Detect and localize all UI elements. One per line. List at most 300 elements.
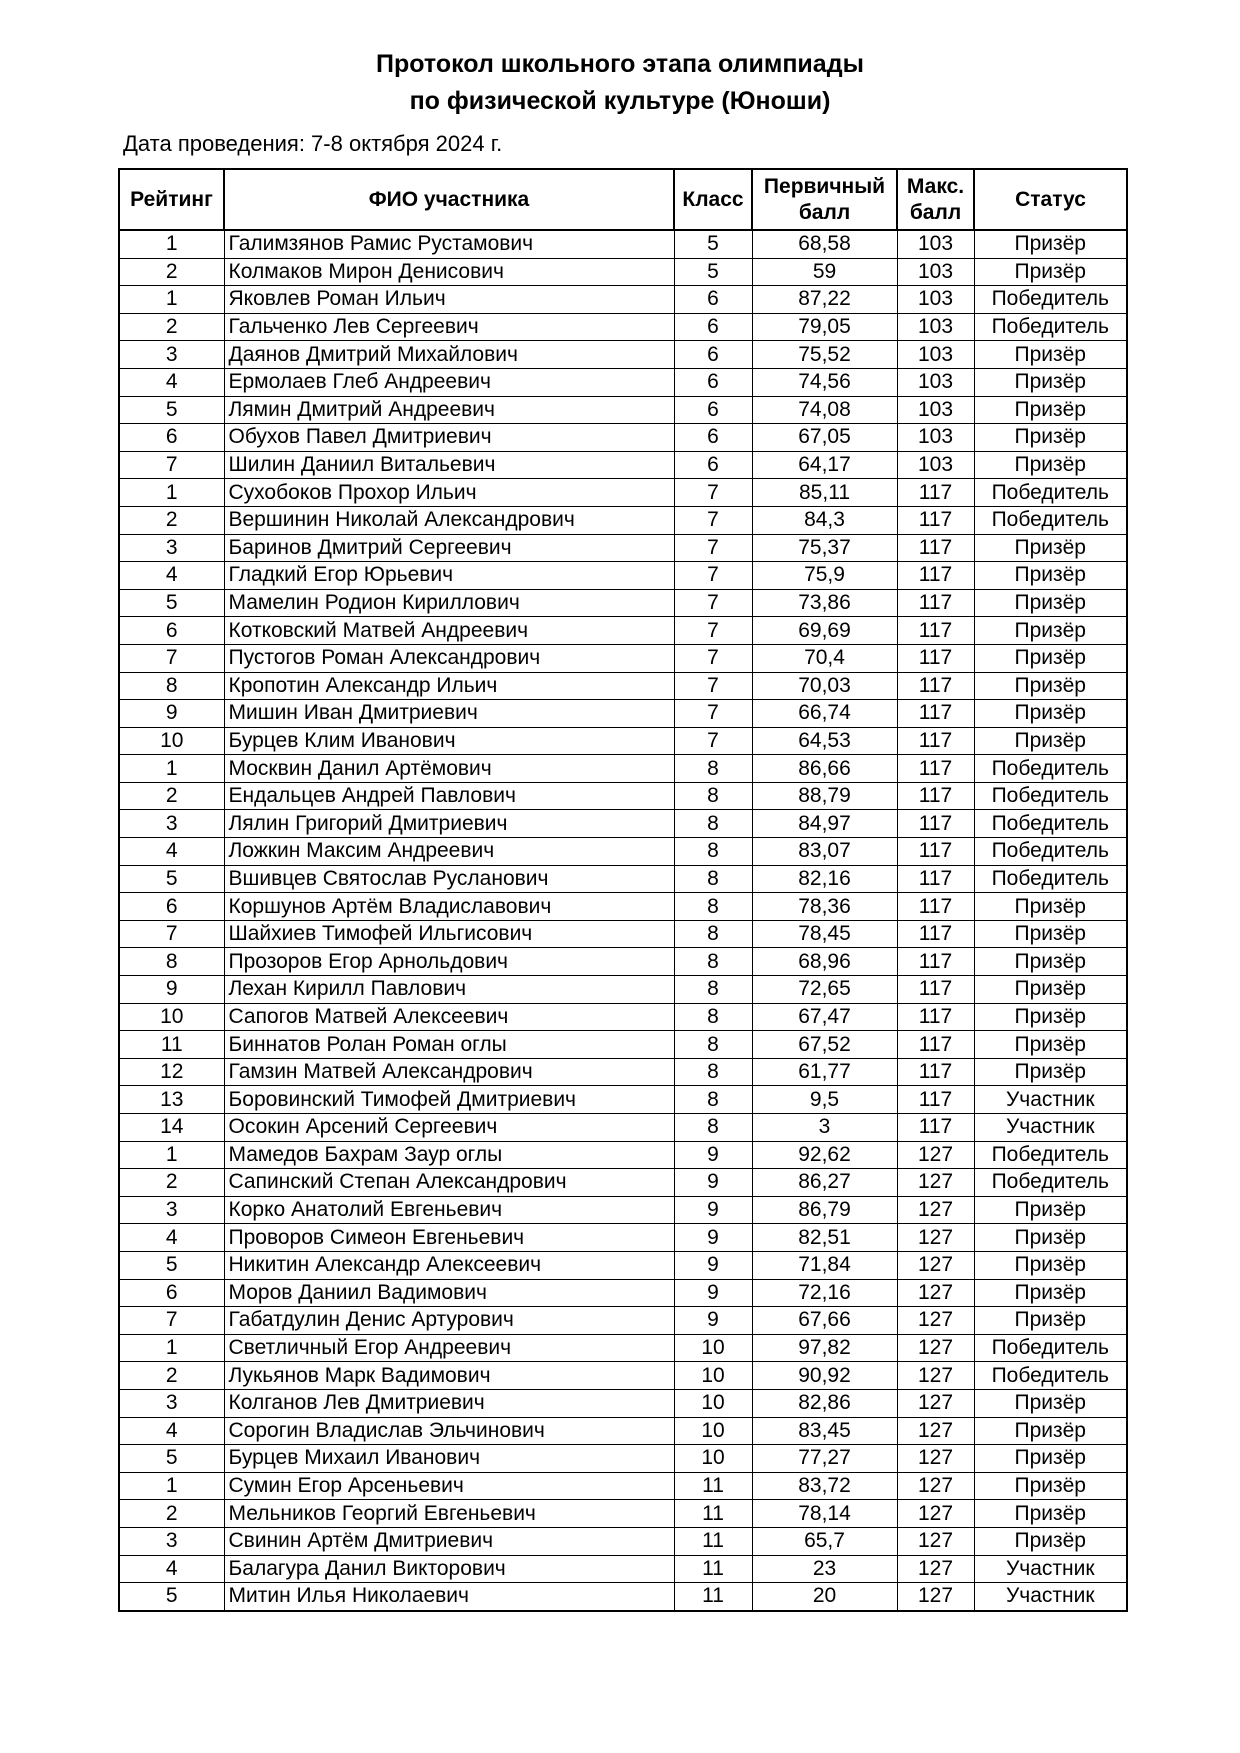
grade-cell: 9 [674, 1307, 752, 1335]
grade-cell: 5 [674, 258, 752, 286]
rating-cell: 1 [119, 479, 224, 507]
status-cell: Призёр [974, 562, 1127, 590]
table-row [119, 1417, 1127, 1445]
max-score-cell: 117 [897, 1114, 974, 1142]
rating-cell: 1 [119, 1334, 224, 1362]
grade-cell: 8 [674, 782, 752, 810]
table-row [119, 1445, 1127, 1473]
grade-cell: 7 [674, 672, 752, 700]
status-cell: Призёр [974, 1224, 1127, 1252]
status-cell: Призёр [974, 1307, 1127, 1335]
grade-cell: 10 [674, 1362, 752, 1390]
table-row [119, 341, 1127, 369]
grade-cell: 10 [674, 1334, 752, 1362]
rating-cell: 13 [119, 1086, 224, 1114]
name-cell: Ендальцев Андрей Павлович [224, 782, 674, 810]
rating-cell: 2 [119, 782, 224, 810]
primary-score-cell: 78,36 [752, 893, 897, 921]
grade-cell: 8 [674, 948, 752, 976]
grade-cell: 6 [674, 286, 752, 314]
max-score-cell: 117 [897, 838, 974, 866]
status-cell: Победитель [974, 313, 1127, 341]
table-row [119, 313, 1127, 341]
document-title [0, 46, 1240, 120]
grade-cell: 7 [674, 700, 752, 728]
primary-score-cell: 67,52 [752, 1031, 897, 1059]
table-row [119, 1169, 1127, 1197]
name-cell: Лукьянов Марк Вадимович [224, 1362, 674, 1390]
rating-cell: 1 [119, 286, 224, 314]
rating-cell: 6 [119, 424, 224, 452]
grade-cell: 6 [674, 451, 752, 479]
grade-cell: 8 [674, 893, 752, 921]
status-cell: Призёр [974, 1500, 1127, 1528]
primary-score-cell: 72,65 [752, 976, 897, 1004]
max-score-cell: 127 [897, 1251, 974, 1279]
name-cell: Кропотин Александр Ильич [224, 672, 674, 700]
rating-cell: 4 [119, 368, 224, 396]
name-cell: Пустогов Роман Александрович [224, 644, 674, 672]
grade-cell: 9 [674, 1169, 752, 1197]
primary-score-cell: 82,16 [752, 865, 897, 893]
grade-cell: 8 [674, 920, 752, 948]
event-date: Дата проведения: 7-8 октября 2024 г. [123, 131, 503, 156]
max-score-cell: 127 [897, 1417, 974, 1445]
name-cell: Даянов Дмитрий Михайлович [224, 341, 674, 369]
table-row [119, 1114, 1127, 1142]
status-cell: Призёр [974, 258, 1127, 286]
grade-cell: 5 [674, 230, 752, 258]
column-header-status: Статус [974, 169, 1127, 230]
status-cell: Победитель [974, 1334, 1127, 1362]
primary-score-cell: 73,86 [752, 589, 897, 617]
primary-score-cell: 86,27 [752, 1169, 897, 1197]
grade-cell: 9 [674, 1251, 752, 1279]
table-row [119, 1389, 1127, 1417]
max-score-cell: 127 [897, 1583, 974, 1611]
table-row [119, 865, 1127, 893]
status-cell: Призёр [974, 1527, 1127, 1555]
primary-score-cell: 86,66 [752, 755, 897, 783]
max-score-cell: 117 [897, 727, 974, 755]
max-score-cell: 103 [897, 258, 974, 286]
status-cell: Участник [974, 1583, 1127, 1611]
table-row [119, 1279, 1127, 1307]
rating-cell: 2 [119, 1500, 224, 1528]
rating-cell: 7 [119, 920, 224, 948]
grade-cell: 7 [674, 727, 752, 755]
primary-score-cell: 92,62 [752, 1141, 897, 1169]
primary-score-cell: 23 [752, 1555, 897, 1583]
name-cell: Москвин Данил Артёмович [224, 755, 674, 783]
column-header-grade: Класс [674, 169, 752, 230]
rating-cell: 10 [119, 1003, 224, 1031]
max-score-cell: 127 [897, 1555, 974, 1583]
name-cell: Ложкин Максим Андреевич [224, 838, 674, 866]
rating-cell: 12 [119, 1058, 224, 1086]
rating-cell: 4 [119, 1224, 224, 1252]
grade-cell: 11 [674, 1583, 752, 1611]
name-cell: Шилин Даниил Витальевич [224, 451, 674, 479]
table-row [119, 1472, 1127, 1500]
status-cell: Призёр [974, 1472, 1127, 1500]
rating-cell: 1 [119, 755, 224, 783]
max-score-cell: 103 [897, 396, 974, 424]
status-cell: Призёр [974, 976, 1127, 1004]
primary-score-cell: 65,7 [752, 1527, 897, 1555]
name-cell: Лямин Дмитрий Андреевич [224, 396, 674, 424]
table-row [119, 1031, 1127, 1059]
rating-cell: 3 [119, 810, 224, 838]
rating-cell: 6 [119, 1279, 224, 1307]
rating-cell: 3 [119, 1196, 224, 1224]
name-cell: Вшивцев Святослав Русланович [224, 865, 674, 893]
grade-cell: 9 [674, 1279, 752, 1307]
table-row [119, 1141, 1127, 1169]
status-cell: Призёр [974, 589, 1127, 617]
max-score-cell: 117 [897, 1058, 974, 1086]
table-row [119, 562, 1127, 590]
table-row [119, 396, 1127, 424]
primary-score-cell: 67,05 [752, 424, 897, 452]
table-row [119, 948, 1127, 976]
name-cell: Митин Илья Николаевич [224, 1583, 674, 1611]
name-cell: Габатдулин Денис Артурович [224, 1307, 674, 1335]
rating-cell: 1 [119, 1141, 224, 1169]
primary-score-cell: 88,79 [752, 782, 897, 810]
name-cell: Осокин Арсений Сергеевич [224, 1114, 674, 1142]
status-cell: Призёр [974, 893, 1127, 921]
name-cell: Сапинский Степан Александрович [224, 1169, 674, 1197]
max-score-cell: 117 [897, 506, 974, 534]
status-cell: Призёр [974, 451, 1127, 479]
max-score-cell: 127 [897, 1500, 974, 1528]
grade-cell: 6 [674, 424, 752, 452]
primary-score-cell: 64,17 [752, 451, 897, 479]
name-cell: Сапогов Матвей Алексеевич [224, 1003, 674, 1031]
status-cell: Призёр [974, 1389, 1127, 1417]
grade-cell: 9 [674, 1196, 752, 1224]
name-cell: Мельников Георгий Евгеньевич [224, 1500, 674, 1528]
status-cell: Призёр [974, 644, 1127, 672]
rating-cell: 2 [119, 258, 224, 286]
primary-score-cell: 74,08 [752, 396, 897, 424]
table-row [119, 672, 1127, 700]
max-score-cell: 127 [897, 1141, 974, 1169]
max-score-cell: 127 [897, 1527, 974, 1555]
column-header-rating: Рейтинг [119, 169, 224, 230]
status-cell: Призёр [974, 534, 1127, 562]
grade-cell: 6 [674, 313, 752, 341]
grade-cell: 9 [674, 1224, 752, 1252]
primary-score-cell: 83,07 [752, 838, 897, 866]
status-cell: Призёр [974, 1251, 1127, 1279]
name-cell: Прозоров Егор Арнольдович [224, 948, 674, 976]
max-score-cell: 117 [897, 1003, 974, 1031]
table-row [119, 617, 1127, 645]
max-score-cell: 103 [897, 341, 974, 369]
table-row [119, 1196, 1127, 1224]
name-cell: Шайхиев Тимофей Ильгисович [224, 920, 674, 948]
rating-cell: 8 [119, 948, 224, 976]
max-score-cell: 117 [897, 617, 974, 645]
status-cell: Призёр [974, 368, 1127, 396]
name-cell: Светличный Егор Андреевич [224, 1334, 674, 1362]
name-cell: Вершинин Николай Александрович [224, 506, 674, 534]
table-row [119, 534, 1127, 562]
max-score-cell: 127 [897, 1169, 974, 1197]
table-row [119, 976, 1127, 1004]
max-score-cell: 127 [897, 1334, 974, 1362]
table-row [119, 589, 1127, 617]
name-cell: Баринов Дмитрий Сергеевич [224, 534, 674, 562]
primary-score-cell: 79,05 [752, 313, 897, 341]
max-score-cell: 117 [897, 920, 974, 948]
max-score-cell: 103 [897, 368, 974, 396]
max-score-cell: 103 [897, 230, 974, 258]
name-cell: Гладкий Егор Юрьевич [224, 562, 674, 590]
grade-cell: 11 [674, 1555, 752, 1583]
grade-cell: 8 [674, 810, 752, 838]
status-cell: Призёр [974, 672, 1127, 700]
primary-score-cell: 69,69 [752, 617, 897, 645]
grade-cell: 8 [674, 1058, 752, 1086]
table-row [119, 451, 1127, 479]
primary-score-cell: 67,66 [752, 1307, 897, 1335]
primary-score-cell: 77,27 [752, 1445, 897, 1473]
status-cell: Победитель [974, 1169, 1127, 1197]
grade-cell: 7 [674, 589, 752, 617]
status-cell: Призёр [974, 1279, 1127, 1307]
name-cell: Гамзин Матвей Александрович [224, 1058, 674, 1086]
max-score-cell: 117 [897, 755, 974, 783]
primary-score-cell: 68,58 [752, 230, 897, 258]
primary-score-cell: 61,77 [752, 1058, 897, 1086]
rating-cell: 1 [119, 230, 224, 258]
rating-cell: 5 [119, 865, 224, 893]
primary-score-cell: 78,14 [752, 1500, 897, 1528]
primary-score-cell: 64,53 [752, 727, 897, 755]
table-row [119, 1086, 1127, 1114]
name-cell: Мамелин Родион Кириллович [224, 589, 674, 617]
rating-cell: 3 [119, 1527, 224, 1555]
name-cell: Боровинский Тимофей Дмитриевич [224, 1086, 674, 1114]
grade-cell: 6 [674, 396, 752, 424]
rating-cell: 9 [119, 700, 224, 728]
primary-score-cell: 68,96 [752, 948, 897, 976]
grade-cell: 10 [674, 1389, 752, 1417]
rating-cell: 6 [119, 617, 224, 645]
name-cell: Мишин Иван Дмитриевич [224, 700, 674, 728]
max-score-cell: 117 [897, 948, 974, 976]
status-cell: Призёр [974, 1003, 1127, 1031]
max-score-cell: 117 [897, 1031, 974, 1059]
name-cell: Сумин Егор Арсеньевич [224, 1472, 674, 1500]
grade-cell: 7 [674, 506, 752, 534]
primary-score-cell: 82,86 [752, 1389, 897, 1417]
table-row [119, 1003, 1127, 1031]
grade-cell: 8 [674, 976, 752, 1004]
status-cell: Призёр [974, 617, 1127, 645]
grade-cell: 6 [674, 368, 752, 396]
max-score-cell: 117 [897, 589, 974, 617]
table-row [119, 1251, 1127, 1279]
primary-score-cell: 71,84 [752, 1251, 897, 1279]
status-cell: Призёр [974, 1196, 1127, 1224]
rating-cell: 5 [119, 1251, 224, 1279]
primary-score-cell: 75,37 [752, 534, 897, 562]
grade-cell: 8 [674, 865, 752, 893]
table-row [119, 1307, 1127, 1335]
table-row [119, 506, 1127, 534]
status-cell: Участник [974, 1114, 1127, 1142]
name-cell: Обухов Павел Дмитриевич [224, 424, 674, 452]
title-line-1: Протокол школьного этапа олимпиады [376, 50, 864, 78]
table-row [119, 368, 1127, 396]
primary-score-cell: 70,4 [752, 644, 897, 672]
rating-cell: 2 [119, 1362, 224, 1390]
rating-cell: 4 [119, 1417, 224, 1445]
name-cell: Колганов Лев Дмитриевич [224, 1389, 674, 1417]
status-cell: Призёр [974, 920, 1127, 948]
results-table [118, 168, 1128, 1612]
table-row [119, 782, 1127, 810]
table-row [119, 1555, 1127, 1583]
grade-cell: 7 [674, 534, 752, 562]
name-cell: Яковлев Роман Ильич [224, 286, 674, 314]
status-cell: Призёр [974, 424, 1127, 452]
primary-score-cell: 3 [752, 1114, 897, 1142]
max-score-cell: 103 [897, 424, 974, 452]
max-score-cell: 103 [897, 313, 974, 341]
max-score-cell: 117 [897, 644, 974, 672]
primary-score-cell: 59 [752, 258, 897, 286]
primary-score-cell: 83,72 [752, 1472, 897, 1500]
status-cell: Призёр [974, 727, 1127, 755]
status-cell: Призёр [974, 396, 1127, 424]
rating-cell: 3 [119, 534, 224, 562]
table-row [119, 1527, 1127, 1555]
primary-score-cell: 83,45 [752, 1417, 897, 1445]
primary-score-cell: 97,82 [752, 1334, 897, 1362]
grade-cell: 6 [674, 341, 752, 369]
status-cell: Призёр [974, 230, 1127, 258]
max-score-cell: 117 [897, 865, 974, 893]
table-row [119, 286, 1127, 314]
status-cell: Победитель [974, 1141, 1127, 1169]
grade-cell: 8 [674, 755, 752, 783]
rating-cell: 9 [119, 976, 224, 1004]
max-score-cell: 127 [897, 1279, 974, 1307]
rating-cell: 4 [119, 1555, 224, 1583]
table-row [119, 1224, 1127, 1252]
max-score-cell: 127 [897, 1362, 974, 1390]
primary-score-cell: 75,9 [752, 562, 897, 590]
status-cell: Призёр [974, 1058, 1127, 1086]
name-cell: Бурцев Клим Иванович [224, 727, 674, 755]
grade-cell: 7 [674, 479, 752, 507]
rating-cell: 8 [119, 672, 224, 700]
primary-score-cell: 20 [752, 1583, 897, 1611]
grade-cell: 11 [674, 1472, 752, 1500]
primary-score-cell: 72,16 [752, 1279, 897, 1307]
rating-cell: 2 [119, 1169, 224, 1197]
status-cell: Победитель [974, 479, 1127, 507]
max-score-cell: 117 [897, 479, 974, 507]
primary-score-cell: 78,45 [752, 920, 897, 948]
grade-cell: 7 [674, 617, 752, 645]
primary-score-cell: 67,47 [752, 1003, 897, 1031]
table-row [119, 755, 1127, 783]
table-row [119, 1058, 1127, 1086]
primary-score-cell: 84,97 [752, 810, 897, 838]
table-row [119, 1362, 1127, 1390]
status-cell: Победитель [974, 810, 1127, 838]
rating-cell: 10 [119, 727, 224, 755]
status-cell: Призёр [974, 1445, 1127, 1473]
name-cell: Коршунов Артём Владиславович [224, 893, 674, 921]
primary-score-cell: 90,92 [752, 1362, 897, 1390]
table-row [119, 727, 1127, 755]
max-score-cell: 117 [897, 893, 974, 921]
primary-score-cell: 86,79 [752, 1196, 897, 1224]
primary-score-cell: 82,51 [752, 1224, 897, 1252]
grade-cell: 8 [674, 1086, 752, 1114]
grade-cell: 9 [674, 1141, 752, 1169]
primary-score-cell: 85,11 [752, 479, 897, 507]
name-cell: Лехан Кирилл Павлович [224, 976, 674, 1004]
status-cell: Победитель [974, 865, 1127, 893]
table-row [119, 230, 1127, 258]
primary-score-cell: 75,52 [752, 341, 897, 369]
grade-cell: 10 [674, 1445, 752, 1473]
rating-cell: 7 [119, 644, 224, 672]
max-score-cell: 103 [897, 451, 974, 479]
grade-cell: 8 [674, 838, 752, 866]
primary-score-cell: 84,3 [752, 506, 897, 534]
max-score-cell: 127 [897, 1307, 974, 1335]
table-row [119, 258, 1127, 286]
table-row [119, 893, 1127, 921]
column-header-max-score: Макс. балл [897, 169, 974, 230]
table-row [119, 838, 1127, 866]
name-cell: Ермолаев Глеб Андреевич [224, 368, 674, 396]
status-cell: Победитель [974, 506, 1127, 534]
name-cell: Гальченко Лев Сергеевич [224, 313, 674, 341]
primary-score-cell: 70,03 [752, 672, 897, 700]
name-cell: Корко Анатолий Евгеньевич [224, 1196, 674, 1224]
status-cell: Призёр [974, 700, 1127, 728]
primary-score-cell: 74,56 [752, 368, 897, 396]
grade-cell: 8 [674, 1003, 752, 1031]
max-score-cell: 117 [897, 782, 974, 810]
name-cell: Никитин Александр Алексеевич [224, 1251, 674, 1279]
rating-cell: 5 [119, 1445, 224, 1473]
name-cell: Проворов Симеон Евгеньевич [224, 1224, 674, 1252]
rating-cell: 3 [119, 341, 224, 369]
name-cell: Бурцев Михаил Иванович [224, 1445, 674, 1473]
rating-cell: 5 [119, 589, 224, 617]
status-cell: Призёр [974, 1417, 1127, 1445]
grade-cell: 7 [674, 644, 752, 672]
table-row [119, 1500, 1127, 1528]
table-row [119, 700, 1127, 728]
rating-cell: 3 [119, 1389, 224, 1417]
table-row [119, 479, 1127, 507]
max-score-cell: 127 [897, 1224, 974, 1252]
max-score-cell: 127 [897, 1389, 974, 1417]
max-score-cell: 103 [897, 286, 974, 314]
